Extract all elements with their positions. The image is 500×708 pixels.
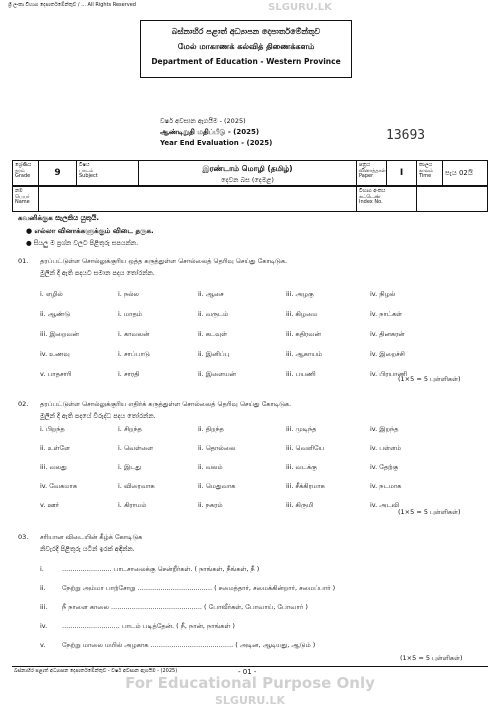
- q2-option-3-4[interactable]: iv. தேற்கு: [370, 463, 399, 471]
- q3-sentence-4[interactable]: ............................ பாடம் படித்தேன். ( நீ, நான், நாங்கள் ): [62, 622, 235, 630]
- watermark-educational: For Educational Purpose Only: [125, 674, 375, 692]
- q3-item-number: ii.: [40, 584, 46, 592]
- q2-option-1-3[interactable]: iii. முடிந்த: [286, 425, 317, 433]
- q3-item-number: iv.: [40, 622, 48, 630]
- q2-option-3-3[interactable]: iii. வடக்கு: [286, 463, 317, 471]
- q2-option-2-1[interactable]: i. வெள்ளை: [118, 444, 154, 452]
- q1-instruction-tamil: தரப்பட்டுள்ள சொல்லுக்குரிய ஒத்த கருத்துள்ள சொல்லைத் தெரிவு செய்து கோடிடுக.: [40, 257, 288, 265]
- q2-option-5-2[interactable]: ii. நகரம்: [198, 501, 223, 509]
- q1-word-3: iii. இறைவன்: [40, 330, 79, 338]
- grade-label: ශ්‍රේණිය தரம் Grade: [15, 162, 32, 179]
- name-label: නම பெயர் Name: [15, 188, 30, 205]
- q1-option-3-3[interactable]: iii. கதிரவன்: [286, 330, 321, 338]
- q1-option-5-2[interactable]: ii. இளையன்: [198, 370, 236, 378]
- q2-number: 02.: [18, 400, 29, 408]
- q2-option-3-1[interactable]: i. இடது: [118, 463, 142, 471]
- q2-word-5: v. ஊர்: [40, 501, 60, 509]
- q1-instruction-sinhala: මුලින් දී ඇති පදයට සමාන පදය තෝරන්න.: [40, 269, 155, 277]
- page-number: - 01 -: [238, 668, 257, 676]
- q2-word-4: iv. வேகமாக: [40, 482, 78, 490]
- q2-option-2-4[interactable]: iv. பள்ளம்: [370, 444, 402, 452]
- q1-word-1: i. எழில்: [40, 290, 63, 298]
- q1-option-3-2[interactable]: ii. கடவுள்: [198, 330, 228, 338]
- q2-option-5-3[interactable]: iii. கிருமி: [286, 501, 314, 509]
- q3-number: 03.: [18, 533, 29, 541]
- header-tamil: மேல் மாகாணக் கல்வித் திணைக்களம்: [177, 42, 315, 51]
- q1-option-4-3[interactable]: iii. ஆகாயம்: [286, 350, 323, 358]
- subject-label: විෂය பாடம் Subject: [79, 162, 98, 179]
- q3-sentence-2[interactable]: நேற்று அம்மா பாற்சோறு .................................... ( சமைத்தார், சமைக்கின்றார், சமைப்பார் ): [62, 584, 336, 592]
- q2-instruction-tamil: தரப்பட்டுள்ள சொல்லுக்குரிய எதிர்க் கருத்துள்ள சொல்லைத் தெரிவு செய்து கோடிடுக.: [40, 400, 292, 408]
- exam-title: [140, 117, 352, 157]
- time-value: පැය 02යි: [445, 169, 473, 177]
- department-header: [140, 20, 352, 78]
- q2-word-3: iii. வலது: [40, 463, 67, 471]
- q2-option-2-2[interactable]: ii. தொல்லை: [198, 444, 236, 452]
- q1-option-2-2[interactable]: ii. வருடம்: [198, 310, 229, 318]
- q1-word-4: iv. உணவு: [40, 350, 70, 358]
- q3-sentence-1[interactable]: ........................ பாடசாலைக்கு சென்றீர்கள். ( நாங்கள், நீங்கள், நீ ): [62, 565, 260, 573]
- q2-option-5-1[interactable]: i. கிராமம்: [118, 501, 147, 509]
- paper-value: I: [399, 168, 404, 178]
- q2-option-1-1[interactable]: i. சிறந்த: [118, 425, 142, 433]
- q2-option-4-2[interactable]: ii. மெதுவாக: [198, 482, 236, 490]
- q1-word-5: v. பாதசாரி: [40, 370, 72, 378]
- index-label: විභාග අංකය சுட்டெண் Index No.: [359, 188, 386, 205]
- q2-option-4-4[interactable]: iv. நடமாக: [370, 482, 402, 490]
- instructions-title: கவனிக்குக සැලකිය යුතුයි.: [18, 214, 100, 222]
- grade-value: 9: [54, 168, 61, 178]
- q1-option-1-4[interactable]: iv. நிழல்: [370, 290, 396, 298]
- exam-sinhala: වර්ෂ අවසාන ඇගයීම - (2025): [160, 117, 246, 125]
- q3-instruction-sinhala: නිවැරදි පිළිතුරු යටින් ඉරක් අඳින්න.: [40, 545, 135, 553]
- exam-english: Year End Evaluation - (2025): [160, 139, 273, 147]
- info-row: [12, 160, 488, 186]
- q1-option-5-4[interactable]: iv. பிரயாணி: [370, 370, 408, 378]
- q2-option-1-4[interactable]: iv. இறந்த: [370, 425, 399, 433]
- paper-label: පත්‍රය வினாத்தாள் Paper: [359, 162, 386, 179]
- header-sinhala: බස්නාහිර පළාත් අධ්‍යාපන දෙපාර්තමේන්තුව: [171, 27, 321, 36]
- q3-marks: (1×5 = 5 புள்ளிகள்): [400, 654, 463, 662]
- q2-instruction-sinhala: මුලින් දී ඇති පදයේ විරුද්ධ පදය තෝරන්න.: [40, 412, 156, 420]
- q3-item-number: iii.: [40, 603, 48, 611]
- name-index-row: [12, 186, 488, 212]
- q2-option-1-2[interactable]: ii. திறந்த: [198, 425, 224, 433]
- q1-option-5-3[interactable]: iii. பயணி: [286, 370, 316, 378]
- q1-marks: (1×5 = 5 புள்ளிகள்): [398, 375, 461, 383]
- q2-option-4-1[interactable]: i. விரைவாக: [118, 482, 155, 490]
- top-watermark: SLGURU.LK: [268, 2, 332, 13]
- q3-item-number: i.: [40, 565, 44, 573]
- watermark-site: SLGURU.LK: [214, 694, 285, 707]
- q2-word-1: i. பிறந்த: [40, 425, 65, 433]
- instruction-1: ● எல்லா வினாக்களுக்கும் விடை தருக.: [26, 227, 154, 235]
- copyright-note: ශ්‍රී ලංකා විභාග දෙපාර්තමේන්තුව / ... All Rights Reserved: [8, 2, 136, 8]
- serial-number: 13693: [386, 128, 426, 143]
- q1-option-1-2[interactable]: ii. ஆசை: [198, 290, 224, 298]
- subject-sinhala: දෙවන බස (දෙමළ): [221, 176, 274, 184]
- name-field[interactable]: [39, 187, 357, 211]
- q1-option-2-1[interactable]: i. மாதம்: [118, 310, 143, 318]
- subject-tamil: இரண்டாம் மொழி (தமிழ்): [202, 164, 293, 173]
- instruction-2: ● සියලු ම ප්‍රශ්න වලට පිළිතුරු සපයන්න.: [26, 239, 139, 247]
- q3-sentence-5[interactable]: நேற்று மாலை மயில் அழகாக ........................................ ( அடின, ஆடியது, ஆடும் ): [62, 641, 316, 649]
- q3-item-number: v.: [40, 641, 46, 649]
- q1-option-1-3[interactable]: iii. அழகு: [286, 290, 314, 298]
- q1-option-5-1[interactable]: i. சாரதி: [118, 370, 140, 378]
- index-field[interactable]: [417, 187, 489, 211]
- q1-option-2-4[interactable]: iv. நாட்கள்: [370, 310, 403, 318]
- q2-marks: (1×5 = 5 புள்ளிகள்): [398, 508, 461, 516]
- q2-option-3-2[interactable]: ii. வலம்: [198, 463, 223, 471]
- q1-option-3-1[interactable]: i. காவலன்: [118, 330, 150, 338]
- q1-number: 01.: [18, 257, 29, 265]
- q2-option-5-4[interactable]: iv. அடவி: [370, 501, 400, 509]
- header-english: Department of Education - Western Province: [151, 57, 341, 66]
- q2-word-2: ii. உள்ளே: [40, 444, 70, 452]
- time-label: කාලය காலம் Time: [419, 162, 433, 179]
- q2-option-2-3[interactable]: iii. வெளியே: [286, 444, 325, 452]
- q1-option-3-4[interactable]: iv. தினகரன்: [370, 330, 405, 338]
- q1-word-2: ii. ஆண்டு: [40, 310, 71, 318]
- q1-option-1-1[interactable]: i. நல்ல: [118, 290, 139, 298]
- q2-option-4-3[interactable]: iii. சீக்கிரமாக: [286, 482, 325, 490]
- footer-divider: [12, 666, 488, 667]
- q3-sentence-3[interactable]: நீ நாளை காலை ............................................ ( போவீர்கள், போவாய், போவார் ): [62, 603, 308, 611]
- q1-option-4-2[interactable]: ii. இனிப்பு: [198, 350, 230, 358]
- exam-tamil: ஆண்டிறுதி மதிப்பீடு - (2025): [160, 128, 260, 136]
- footer-text: බස්නාහිර පළාත් අධ්‍යාපන දෙපාර්තමේන්තුව - වර්ෂ අවසාන ඇගයීම - (2025): [14, 668, 178, 674]
- q1-option-2-3[interactable]: iii. கிழமை: [286, 310, 318, 318]
- q1-option-4-4[interactable]: iv. இறைச்சி: [370, 350, 405, 358]
- q3-instruction-tamil: சரியான விடையின் கீழ்க் கோடிடுக: [40, 533, 143, 541]
- q1-option-4-1[interactable]: i. சாப்பாடு: [118, 350, 150, 358]
